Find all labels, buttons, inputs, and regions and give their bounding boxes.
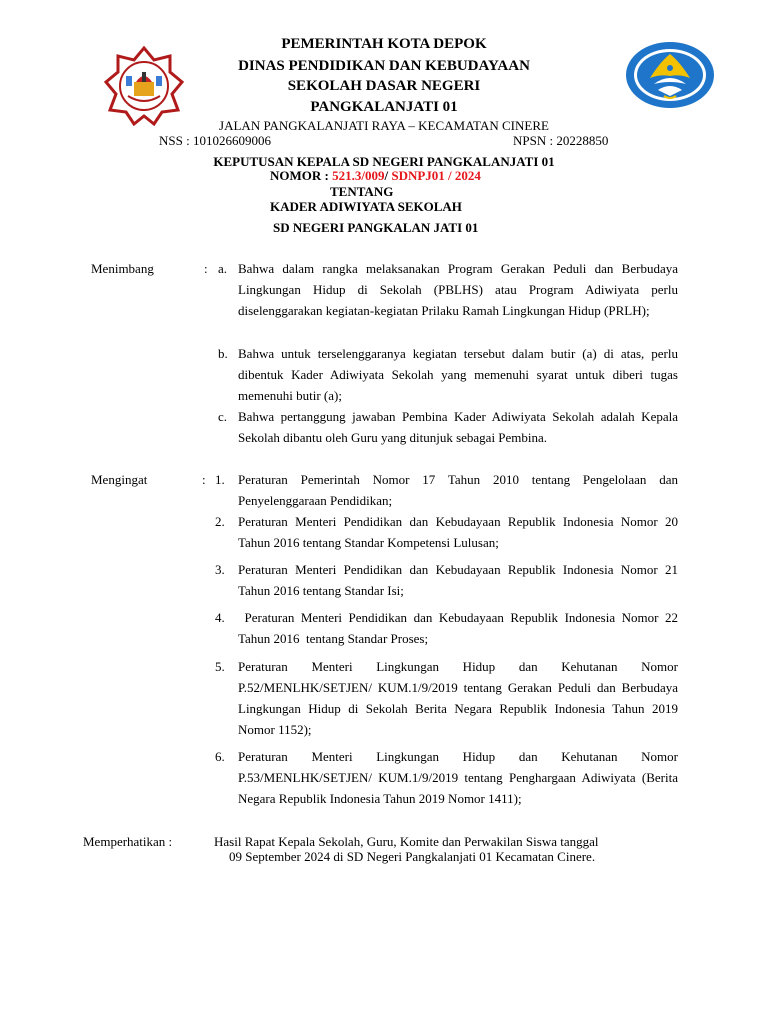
mengingat-item-2: Peraturan Menteri Pendidikan dan Kebudayaan Republik Indonesia Nomor 20 Tahun 2016 tentang Standar Kompetensi Lulusan; — [238, 514, 678, 550]
decree-subject-school: SD NEGERI PANGKALAN JATI 01 — [273, 220, 479, 235]
mengingat-marker-2: 2. — [215, 514, 225, 529]
menimbang-colon: : — [204, 261, 208, 276]
decree-number-suffix: SDNPJ01 / 2024 — [391, 168, 481, 183]
mengingat-item-1: Peraturan Pemerintah Nomor 17 Tahun 2010 tentang Pengelolaan dan Penyelenggaraan Pendidikan; — [238, 472, 678, 508]
header-school-type: SEKOLAH DASAR NEGERI — [287, 78, 481, 94]
mengingat-item-4: Peraturan Menteri Pendidikan dan Kebudayaan Republik Indonesia Nomor 22 Tahun 2016 tentang Standar Proses; — [238, 610, 682, 646]
decree-number-code: 521.3/009 — [332, 168, 385, 183]
mengingat-item-3: Peraturan Menteri Pendidikan dan Kebudayaan Republik Indonesia Nomor 21 Tahun 2016 tentang Standar Isi; — [238, 562, 678, 598]
header-government: PEMERINTAH KOTA DEPOK — [281, 36, 487, 52]
school-address: JALAN PANGKALANJATI RAYA – KECAMATAN CINERE — [219, 118, 549, 133]
menimbang-marker-b: b. — [218, 346, 228, 361]
school-nss: NSS : 101026609006 — [159, 133, 271, 148]
mengingat-label: Mengingat — [91, 472, 148, 487]
menimbang-marker-a: a. — [218, 261, 228, 276]
mengingat-marker-3: 3. — [215, 562, 225, 577]
decree-number-label: NOMOR : — [270, 168, 333, 183]
decree-tentang: TENTANG — [330, 184, 394, 199]
mengingat-colon: : — [202, 472, 206, 487]
mengingat-marker-6: 6. — [215, 749, 225, 764]
menimbang-marker-c: c. — [218, 409, 228, 424]
header-department: DINAS PENDIDIKAN DAN KEBUDAYAAN — [238, 58, 530, 74]
mengingat-item-5: Peraturan Menteri Lingkungan Hidup dan Kehutanan Nomor P.52/MENLHK/SETJEN/ KUM.1/9/2019 tentang Gerakan Peduli dan Berbudaya Lingkungan Hidup di Sekolah Berita Negara Republik Indonesia Tahun 2019 Nomor 1152); — [238, 659, 678, 737]
menimbang-item-b: Bahwa untuk terselenggaranya kegiatan tersebut dalam butir (a) di atas, perlu dibentuk Kader Adiwiyata Sekolah yang memenuhi syarat untuk diberi tugas memenuhi butir (a); — [238, 346, 678, 403]
decree-subject: KADER ADIWIYATA SEKOLAH — [270, 199, 462, 214]
mengingat-marker-1: 1. — [215, 472, 225, 487]
header-school-name: PANGKALANJATI 01 — [310, 99, 458, 115]
mengingat-marker-4: 4. — [215, 610, 225, 625]
school-npsn: NPSN : 20228850 — [513, 133, 609, 148]
decree-number-separator: / — [384, 168, 392, 183]
menimbang-item-a: Bahwa dalam rangka melaksanakan Program Gerakan Peduli dan Berbudaya Lingkungan Hidup di Sekolah (PBLHS) atau Program Adiwiyata perlu diselenggarakan kegiatan-kegiatan Prilaku Ramah Lingkungan Hidup (PRLH); — [238, 261, 678, 318]
menimbang-label: Menimbang — [91, 261, 154, 276]
memperhatikan-line-1: Hasil Rapat Kepala Sekolah, Guru, Komite dan Perwakilan Siswa tanggal — [214, 834, 599, 849]
menimbang-item-c: Bahwa pertanggung jawaban Pembina Kader Adiwiyata Sekolah adalah Kepala Sekolah dibantu oleh Guru yang ditunjuk sebagai Pembina. — [238, 409, 678, 445]
decree-number — [270, 168, 481, 184]
mengingat-item-6: Peraturan Menteri Lingkungan Hidup dan Kehutanan Nomor P.53/MENLHK/SETJEN/ KUM.1/9/2019 tentang Penghargaan Adiwiyata (Berita Negara Republik Indonesia Tahun 2019 Nomor 1411); — [238, 749, 678, 806]
decree-title: KEPUTUSAN KEPALA SD NEGERI PANGKALANJATI 01 — [213, 154, 555, 169]
mengingat-marker-5: 5. — [215, 659, 225, 674]
memperhatikan-line-2: 09 September 2024 di SD Negeri Pangkalanjati 01 Kecamatan Cinere. — [229, 849, 596, 864]
memperhatikan-label: Memperhatikan : — [83, 834, 173, 849]
